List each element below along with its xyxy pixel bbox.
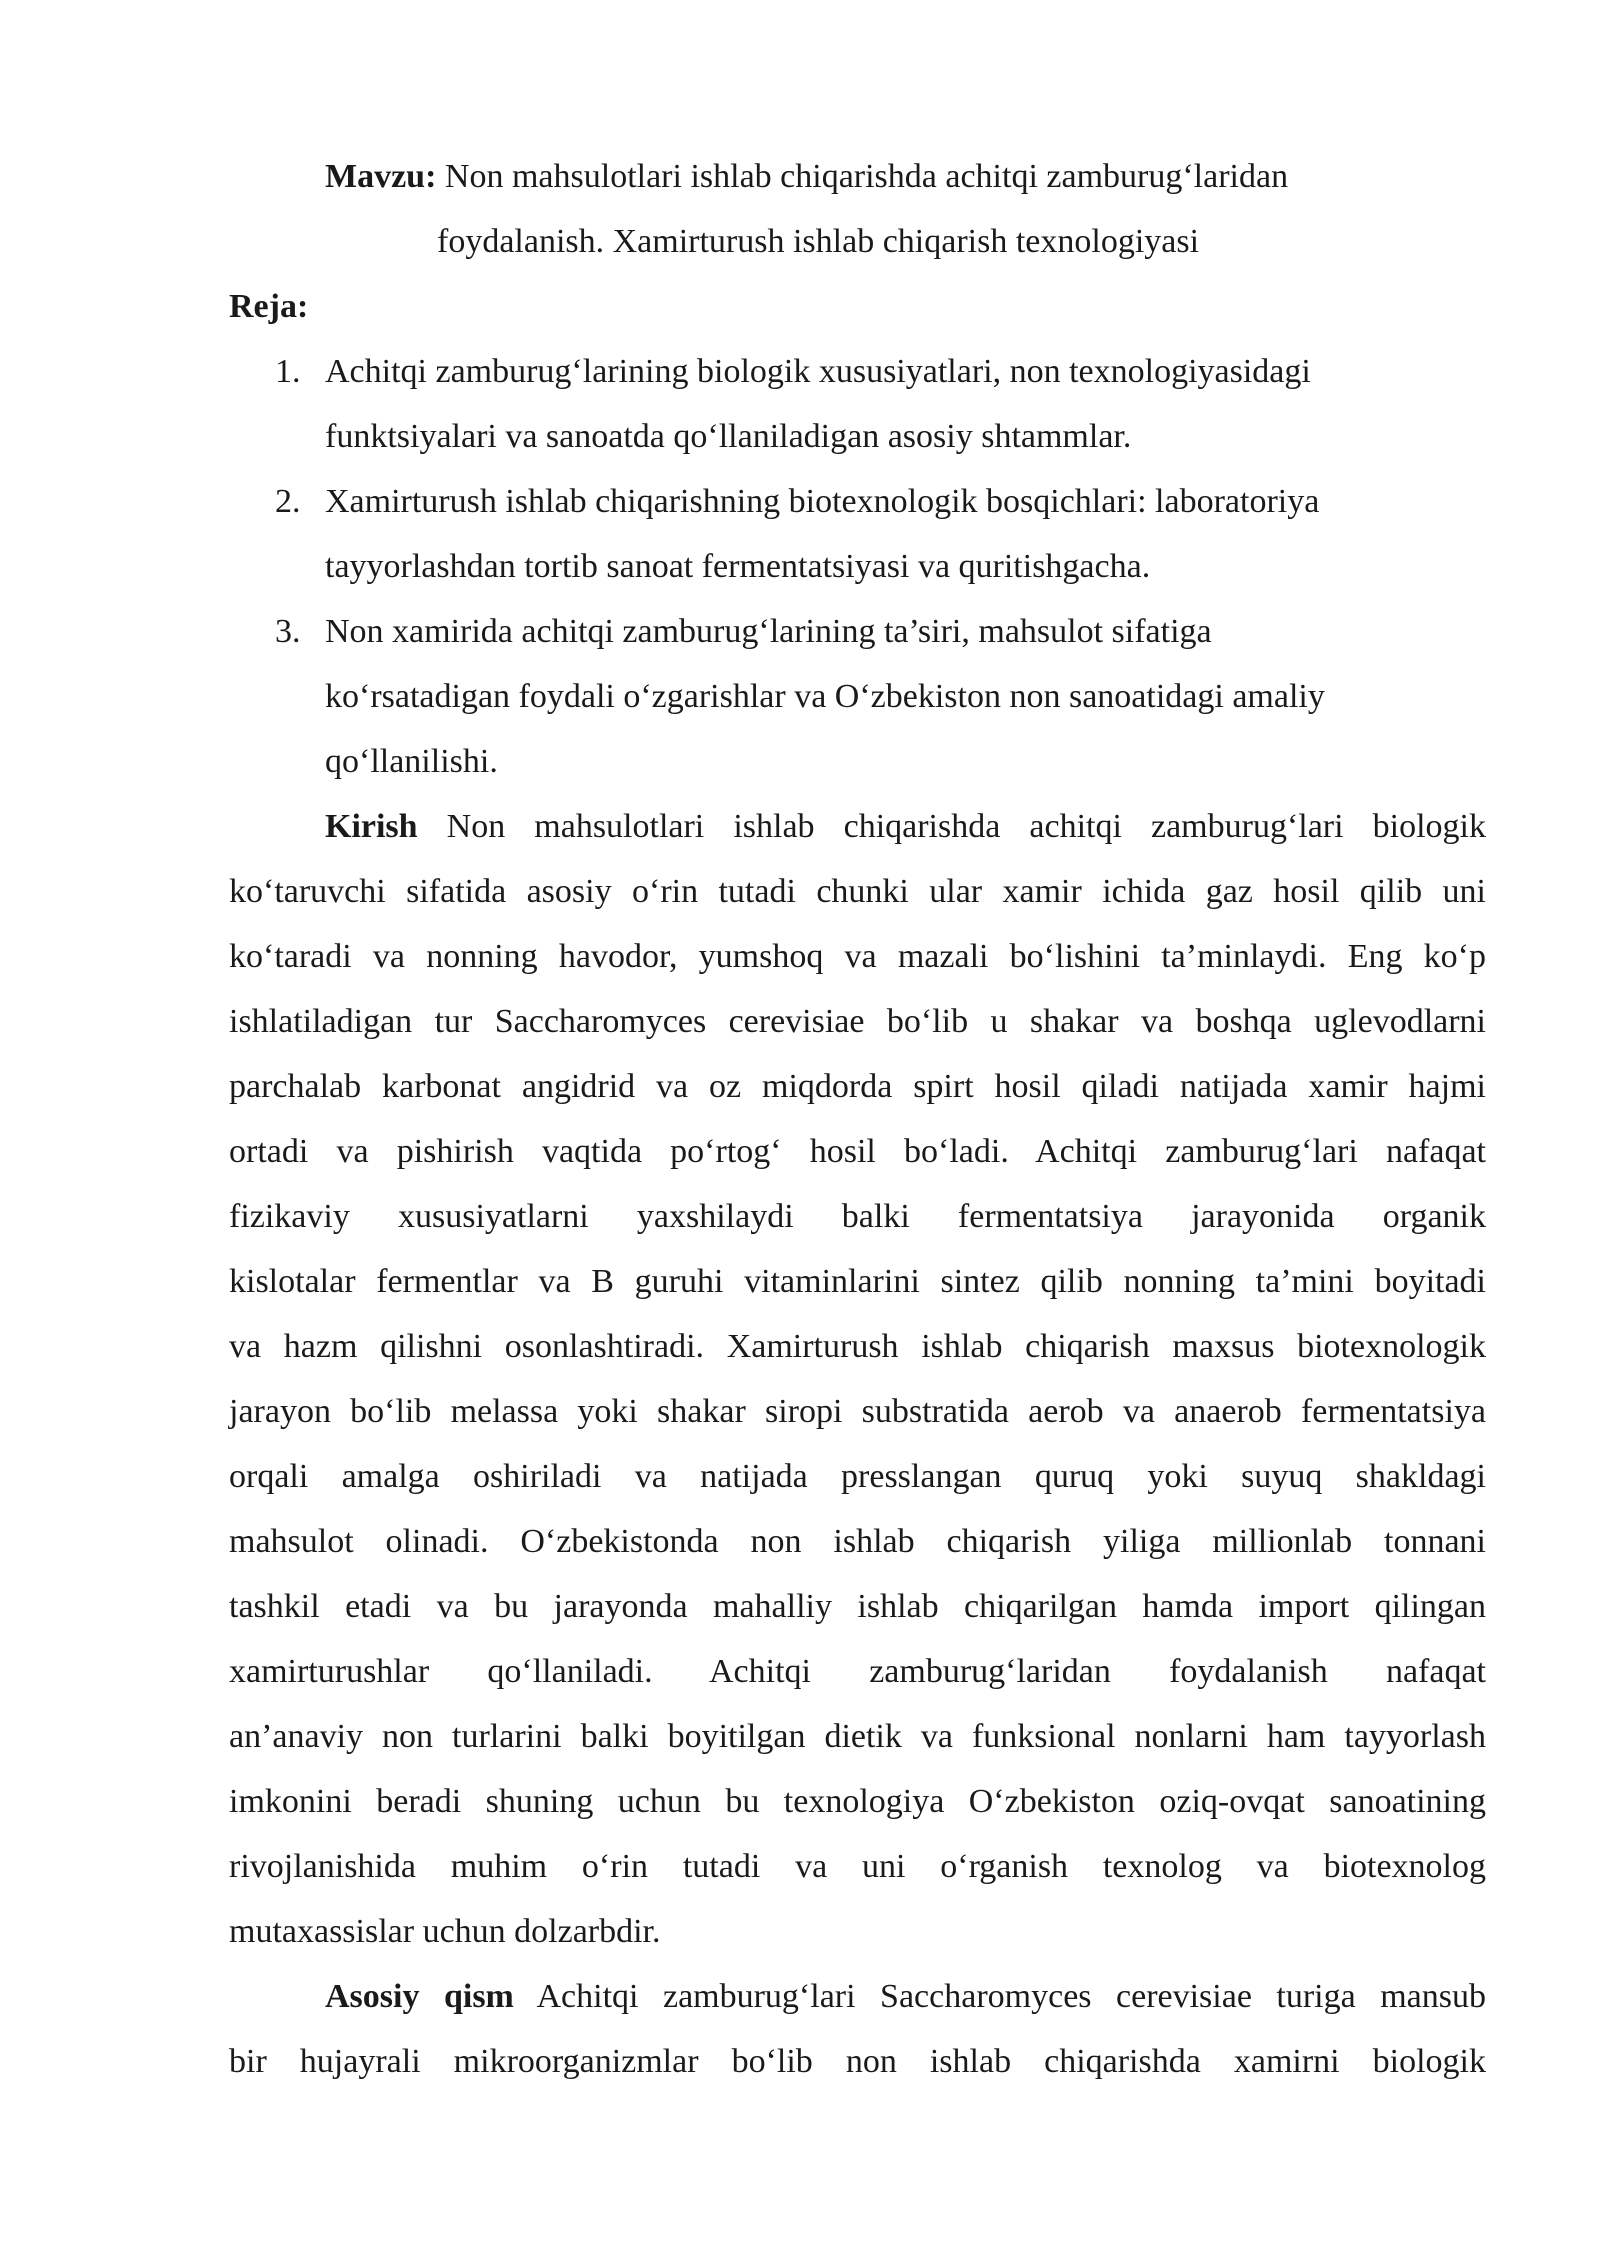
topic-block bbox=[229, 144, 1486, 274]
paragraph-line: mutaxassislar uchun dolzarbdir. bbox=[229, 1913, 661, 1950]
intro-paragraph bbox=[229, 794, 1486, 1964]
paragraph-line bbox=[229, 794, 1486, 859]
paragraph-line: tashkil etadi va bu jarayonda mahalliy ishlab chiqarilgan hamda import qilingan bbox=[229, 1588, 1486, 1625]
paragraph-line: imkonini beradi shuning uchun bu texnologiya O‘zbekiston oziq-ovqat sanoatining bbox=[229, 1783, 1486, 1820]
paragraph-line: parchalab karbonat angidrid va oz miqdorda spirt hosil qiladi natijada xamir hajmi bbox=[229, 1068, 1486, 1105]
plan-item-line: Xamirturush ishlab chiqarishning biotexnologik bosqichlari: laboratoriya bbox=[325, 483, 1320, 520]
paragraph-line bbox=[229, 1964, 1486, 2029]
plan-item-1 bbox=[229, 339, 1486, 469]
plan-heading: Reja: bbox=[229, 288, 309, 325]
topic-line-2: foydalanish. Xamirturush ishlab chiqarish texnologiyasi bbox=[437, 223, 1200, 260]
plan-item-number: 1. bbox=[275, 353, 301, 390]
paragraph-line: fizikaviy xususiyatlarni yaxshilaydi balki fermentatsiya jarayonida organik bbox=[229, 1198, 1486, 1235]
plan-item-2 bbox=[229, 469, 1486, 599]
topic-label: Mavzu: bbox=[325, 158, 437, 195]
plan-item-line: tayyorlashdan tortib sanoat fermentatsiyasi va quritishgacha. bbox=[325, 548, 1151, 585]
topic-text-1: Non mahsulotlari ishlab chiqarishda achitqi zamburug‘laridan bbox=[436, 158, 1289, 195]
document-page bbox=[229, 144, 1486, 2094]
plan-item-number: 2. bbox=[275, 483, 301, 520]
plan-item-line: Non xamirida achitqi zamburug‘larining ta’siri, mahsulot sifatiga bbox=[325, 613, 1212, 650]
paragraph-line: kislotalar fermentlar va B guruhi vitaminlarini sintez qilib nonning ta’mini boyitadi bbox=[229, 1263, 1486, 1300]
plan-item-line: funktsiyalari va sanoatda qo‘llaniladigan asosiy shtammlar. bbox=[325, 418, 1132, 455]
intro-text: Non mahsulotlari ishlab chiqarishda achitqi zamburug‘lari biologik bbox=[417, 808, 1486, 845]
paragraph-line: va hazm qilishni osonlashtiradi. Xamirturush ishlab chiqarish maxsus biotexnologik bbox=[229, 1328, 1486, 1365]
paragraph-line: ortadi va pishirish vaqtida po‘rtog‘ hosil bo‘ladi. Achitqi zamburug‘lari nafaqat bbox=[229, 1133, 1486, 1170]
plan-item-line: Achitqi zamburug‘larining biologik xususiyatlari, non texnologiyasidagi bbox=[325, 353, 1311, 390]
topic-line-1 bbox=[325, 144, 1486, 209]
paragraph-line: ishlatiladigan tur Saccharomyces cerevisiae bo‘lib u shakar va boshqa uglevodlarni bbox=[229, 1003, 1486, 1040]
paragraph-line: ko‘taruvchi sifatida asosiy o‘rin tutadi chunki ular xamir ichida gaz hosil qilib uni bbox=[229, 873, 1486, 910]
plan-item-line: qo‘llanilishi. bbox=[325, 743, 498, 780]
main-text: Achitqi zamburug‘lari Saccharomyces cerevisiae turiga mansub bbox=[513, 1978, 1486, 2015]
paragraph-line: orqali amalga oshiriladi va natijada presslangan quruq yoki suyuq shakldagi bbox=[229, 1458, 1486, 1495]
paragraph-line: rivojlanishida muhim o‘rin tutadi va uni o‘rganish texnolog va biotexnolog bbox=[229, 1848, 1486, 1885]
main-paragraph bbox=[229, 1964, 1486, 2094]
plan-item-line: ko‘rsatadigan foydali o‘zgarishlar va O‘zbekiston non sanoatidagi amaliy bbox=[325, 678, 1325, 715]
paragraph-line: jarayon bo‘lib melassa yoki shakar siropi substratida aerob va anaerob fermentatsiya bbox=[229, 1393, 1486, 1430]
main-label: Asosiy qism bbox=[325, 1978, 514, 2015]
plan-item-number: 3. bbox=[275, 613, 301, 650]
plan-item-3 bbox=[229, 599, 1486, 794]
intro-label: Kirish bbox=[325, 808, 418, 845]
paragraph-line: bir hujayrali mikroorganizmlar bo‘lib non ishlab chiqarishda xamirni biologik bbox=[229, 2043, 1486, 2080]
paragraph-line: mahsulot olinadi. O‘zbekistonda non ishlab chiqarish yiliga millionlab tonnani bbox=[229, 1523, 1486, 1560]
paragraph-line: an’anaviy non turlarini balki boyitilgan dietik va funksional nonlarni ham tayyorlash bbox=[229, 1718, 1486, 1755]
paragraph-line: ko‘taradi va nonning havodor, yumshoq va mazali bo‘lishini ta’minlaydi. Eng ko‘p bbox=[229, 938, 1486, 975]
paragraph-line: xamirturushlar qo‘llaniladi. Achitqi zamburug‘laridan foydalanish nafaqat bbox=[229, 1653, 1486, 1690]
plan-list bbox=[229, 339, 1486, 794]
